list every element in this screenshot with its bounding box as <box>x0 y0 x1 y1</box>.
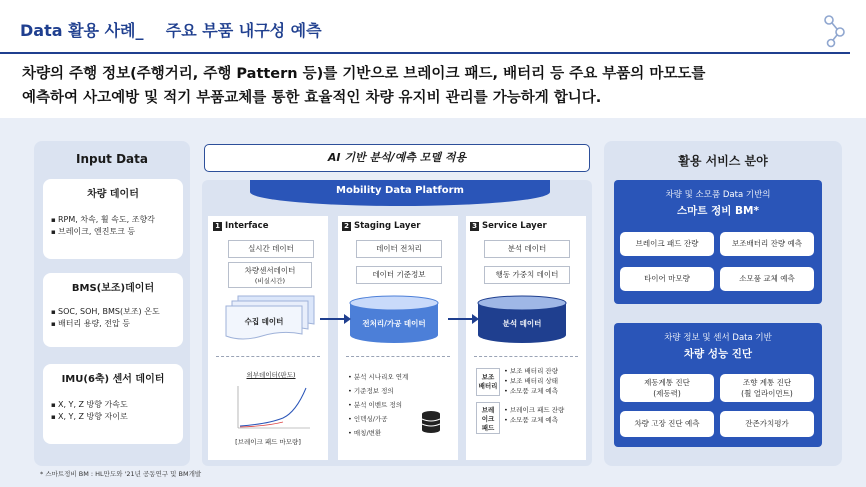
layer-number: 2 <box>342 222 351 231</box>
list-item: • 인덱싱/가공 <box>348 415 388 423</box>
ai-model-banner: AI 기반 분석/예측 모델 적용 <box>204 144 590 172</box>
divider <box>216 356 320 357</box>
layer-number: 1 <box>213 222 222 231</box>
list-item: • 매칭/변환 <box>348 429 382 437</box>
list-item: • 브레이크 패드 잔량 <box>504 406 565 414</box>
pill-line: (휠 얼라이먼트) <box>741 389 793 398</box>
divider <box>346 356 450 357</box>
page-title: Data 활용 사례_ 주요 부품 내구성 예측 <box>20 21 322 40</box>
card-subtitle: 차량 및 소모품 Data 기반의 <box>665 190 771 200</box>
list-item: • 보조 배터리 상태 <box>504 377 558 385</box>
list-item: ▪ 배터리 용량, 전압 등 <box>51 318 183 330</box>
external-data-link[interactable]: 외부데이터(판도) <box>240 369 302 381</box>
service-pill: 브레이크 패드 잔량 <box>620 232 714 256</box>
card-subtitle: 차량 정보 및 센서 Data 기반 <box>664 333 772 343</box>
layer-label: Interface <box>225 221 269 231</box>
intro-line-2: 예측하여 사고예방 및 적기 부품교체를 통한 효율적인 차량 유지비 관리를 가능하게 합니다. <box>22 90 602 106</box>
layer-label: Service Layer <box>482 221 547 231</box>
intro-line-1: 차량의 주행 정보(주행거리, 주행 Pattern 등)를 기반으로 브레이크 패드, 배터리 등 주요 부품의 마모도를 <box>22 66 706 82</box>
card-title: IMU(6축) 센서 데이터 <box>61 374 165 385</box>
footnote: * 스마트정비 BM : HL만도와 '21년 공동연구 및 BM개발 <box>40 470 202 478</box>
header-divider <box>0 52 850 54</box>
battery-items <box>504 366 558 396</box>
weight-data-box: 행동 가중치 데이터 <box>484 266 570 284</box>
layer-label: Staging Layer <box>354 221 421 231</box>
arrow-right-icon <box>318 312 352 326</box>
staging-cylinder-label: 전처리/가공 데이터 <box>362 319 426 328</box>
pill-line: 제동계통 진단 <box>644 378 690 387</box>
list-item: • 소모품 교체 예측 <box>504 416 558 424</box>
list-item: • 소모품 교체 예측 <box>504 387 558 395</box>
pill-line: 조향 계통 진단 <box>742 378 792 387</box>
layer-number: 3 <box>470 222 479 231</box>
box-line: 차량센서데이터 <box>244 266 296 275</box>
service-pill <box>620 374 714 402</box>
card-title: BMS(보조)데이터 <box>71 283 155 294</box>
staging-task-list <box>348 370 408 440</box>
service-cylinder-label: 분석 데이터 <box>502 319 542 328</box>
sensor-data-box <box>228 262 312 288</box>
list-item: ▪ X, Y, Z 방향 자이로 <box>51 411 183 423</box>
service-pill: 보조배터리 잔량 예측 <box>720 232 814 256</box>
list-item: ▪ X, Y, Z 방향 가속도 <box>51 399 183 411</box>
divider <box>474 356 578 357</box>
reference-info-box: 데이터 기준정보 <box>356 266 442 284</box>
imu-data-card <box>43 364 183 444</box>
service-pill: 차량 고장 진단 예측 <box>620 411 714 437</box>
realtime-data-box: 실시간 데이터 <box>228 240 314 258</box>
services-title: 활용 서비스 분야 <box>678 154 768 168</box>
list-item: • 기준정보 정의 <box>348 387 394 395</box>
service-pill: 타이어 마모량 <box>620 267 714 291</box>
list-item: • 분석 이벤트 정의 <box>348 401 402 409</box>
box-line: (비실시간) <box>254 277 286 285</box>
network-icon <box>822 14 850 48</box>
arrow-right-icon <box>446 312 480 326</box>
list-item: • 분석 시나리오 연계 <box>348 373 409 381</box>
platform-banner: Mobility Data Platform <box>250 180 550 206</box>
service-header <box>470 221 547 231</box>
vehicle-data-card <box>43 179 183 259</box>
brake-pad-tag: 브레 이크 패드 <box>476 402 500 434</box>
staging-header <box>342 221 420 231</box>
card-title: 스마트 정비 BM* <box>677 205 759 217</box>
input-data-title: Input Data <box>76 152 148 166</box>
list-item: ▪ 브레이크, 엔진토크 등 <box>51 226 183 238</box>
pill-line: (제동력) <box>653 389 681 398</box>
bms-data-card <box>43 273 183 347</box>
preprocess-box: 데이터 전처리 <box>356 240 442 258</box>
chart-caption: [브레이크 패드 마모량] <box>235 438 301 446</box>
service-pill: 잔존가치평가 <box>720 411 814 437</box>
brake-items <box>504 405 564 425</box>
card-title: 차량 성능 진단 <box>683 348 753 360</box>
list-item: ▪ RPM, 차속, 휠 속도, 조향각 <box>51 214 183 226</box>
battery-tag: 보조 배터리 <box>476 368 500 396</box>
service-pill: 소모품 교체 예측 <box>720 267 814 291</box>
card-title: 차량 데이터 <box>87 189 139 200</box>
analysis-data-box: 분석 데이터 <box>484 240 570 258</box>
database-icon <box>420 410 442 434</box>
brake-wear-mini-chart <box>228 382 314 436</box>
list-item: • 보조 배터리 잔량 <box>504 367 558 375</box>
interface-header <box>213 221 268 231</box>
list-item: ▪ SOC, SOH, BMS(보조) 온도 <box>51 306 183 318</box>
service-pill <box>720 374 814 402</box>
collected-data-label: 수집 데이터 <box>244 317 284 326</box>
